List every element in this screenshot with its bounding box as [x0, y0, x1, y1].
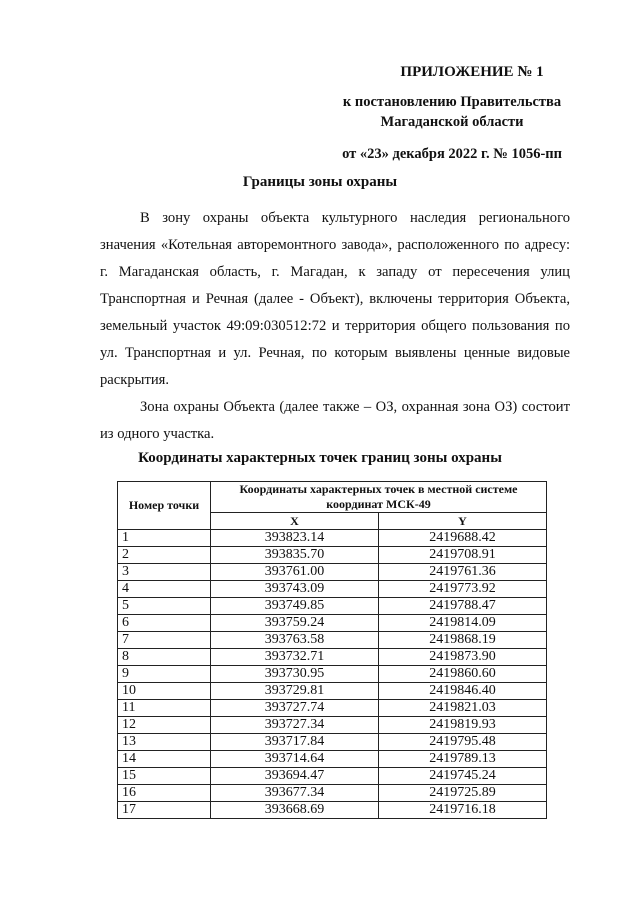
coordinate-y: 2419860.60 [379, 666, 547, 683]
coordinate-x: 393714.64 [211, 751, 379, 768]
table-row [118, 598, 547, 615]
coordinate-x: 393835.70 [211, 547, 379, 564]
table-row [118, 785, 547, 802]
coordinate-y: 2419708.91 [379, 547, 547, 564]
coordinate-x: 393759.24 [211, 615, 379, 632]
column-header-x: X [211, 513, 379, 530]
point-number: 1 [118, 530, 211, 547]
table-row [118, 530, 547, 547]
table-row [118, 768, 547, 785]
appendix-number: ПРИЛОЖЕНИЕ № 1 [400, 64, 544, 80]
point-number: 17 [118, 802, 211, 819]
coordinate-y: 2419688.42 [379, 530, 547, 547]
point-number: 14 [118, 751, 211, 768]
coordinate-y: 2419725.89 [379, 785, 547, 802]
point-number: 2 [118, 547, 211, 564]
point-number: 7 [118, 632, 211, 649]
point-number: 10 [118, 683, 211, 700]
table-row [118, 581, 547, 598]
decree-date-number: от «23» декабря 2022 г. № 1056-пп [342, 146, 562, 162]
coordinate-x: 393668.69 [211, 802, 379, 819]
table-row [118, 649, 547, 666]
paragraph-zone-text: Зона охраны Объекта (далее также – ОЗ, охранная зона ОЗ) состоит из одного участка. [100, 399, 570, 442]
column-header-y: Y [379, 513, 547, 530]
table-title: Координаты характерных точек границ зоны охраны [138, 450, 502, 466]
point-number: 11 [118, 700, 211, 717]
coordinate-x: 393727.34 [211, 717, 379, 734]
table-row [118, 717, 547, 734]
table-row [118, 564, 547, 581]
point-number: 16 [118, 785, 211, 802]
coordinate-y: 2419745.24 [379, 768, 547, 785]
table-row [118, 632, 547, 649]
table-row [118, 683, 547, 700]
coordinate-y: 2419819.93 [379, 717, 547, 734]
coordinate-x: 393694.47 [211, 768, 379, 785]
coordinate-y: 2419821.03 [379, 700, 547, 717]
point-number: 13 [118, 734, 211, 751]
coordinate-x: 393761.00 [211, 564, 379, 581]
paragraph-scope [100, 205, 570, 394]
coordinate-y: 2419773.92 [379, 581, 547, 598]
coordinates-table [117, 481, 547, 819]
coordinate-y: 2419788.47 [379, 598, 547, 615]
coordinate-y: 2419873.90 [379, 649, 547, 666]
coordinate-x: 393743.09 [211, 581, 379, 598]
point-number: 12 [118, 717, 211, 734]
coordinate-x: 393677.34 [211, 785, 379, 802]
coordinate-y: 2419814.09 [379, 615, 547, 632]
table-row [118, 666, 547, 683]
coordinate-x: 393823.14 [211, 530, 379, 547]
point-number: 15 [118, 768, 211, 785]
coordinate-y: 2419868.19 [379, 632, 547, 649]
point-number: 3 [118, 564, 211, 581]
coordinate-y: 2419795.48 [379, 734, 547, 751]
coordinate-y: 2419846.40 [379, 683, 547, 700]
table-row [118, 751, 547, 768]
point-number: 9 [118, 666, 211, 683]
document-title: Границы зоны охраны [242, 174, 398, 190]
coordinates-table-body [118, 530, 547, 819]
table-row [118, 547, 547, 564]
coordinate-x: 393730.95 [211, 666, 379, 683]
column-header-number: Номер точки [118, 482, 211, 530]
coordinate-y: 2419789.13 [379, 751, 547, 768]
paragraph-scope-text: В зону охраны объекта культурного наследия регионального значения «Котельная авторемонтного завода», расположенного по адресу: г. Магаданская область, г. Магадан, к западу от пересечения улиц Транспортная и Речная (далее - Объект), включены территория Объекта, земельный участок 49:09:030512:72 и территория общего пользования по ул. Транспортная и ул. Речная, по которым выявлены ценные видовые раскрытия. [100, 210, 570, 388]
table-row [118, 734, 547, 751]
point-number: 5 [118, 598, 211, 615]
decree-line-1: к постановлению Правительства [342, 94, 562, 110]
table-row [118, 700, 547, 717]
coordinate-y: 2419716.18 [379, 802, 547, 819]
appendix-header [342, 62, 562, 164]
coordinate-x: 393749.85 [211, 598, 379, 615]
coordinate-x: 393763.58 [211, 632, 379, 649]
point-number: 6 [118, 615, 211, 632]
point-number: 8 [118, 649, 211, 666]
table-row [118, 802, 547, 819]
coordinate-x: 393729.81 [211, 683, 379, 700]
decree-line-2: Магаданской области [380, 114, 524, 130]
coordinate-y: 2419761.36 [379, 564, 547, 581]
column-header-coordinates: Координаты характерных точек в местной системе координат МСК-49 [211, 482, 547, 513]
point-number: 4 [118, 581, 211, 598]
coordinate-x: 393727.74 [211, 700, 379, 717]
table-row [118, 615, 547, 632]
coordinate-x: 393732.71 [211, 649, 379, 666]
coordinate-x: 393717.84 [211, 734, 379, 751]
paragraph-zone [100, 394, 570, 448]
